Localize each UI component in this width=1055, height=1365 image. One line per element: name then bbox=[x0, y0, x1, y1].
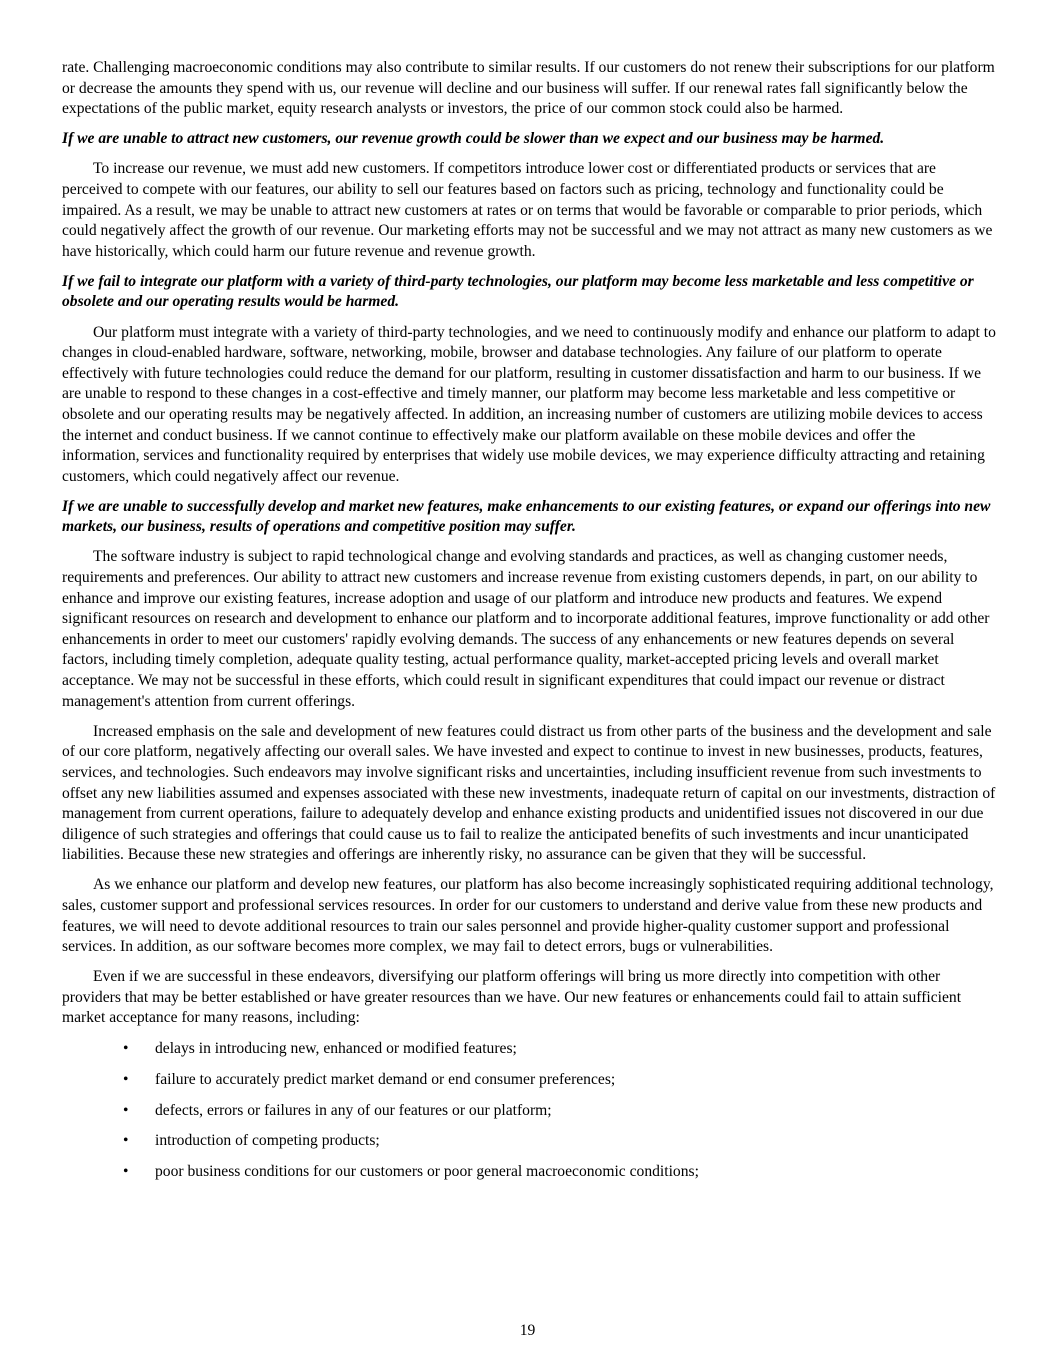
document-page bbox=[62, 58, 996, 1193]
bullet-icon: • bbox=[123, 1132, 129, 1150]
bullet-text: failure to accurately predict market demand or end consumer preferences; bbox=[155, 1070, 616, 1088]
paragraph-software-industry: The software industry is subject to rapid technological change and evolving standards and practices, as well as changing customer needs, requirements and preferences. Our ability to attract new customers and increase revenue from existing customers depends, in part, on our ability to enhance and improve our existing features, increase adoption and usage of our platform and introduce new products and features. We expend significant resources on research and development to enhance our platform and to incorporate additional features, improve functionality or add other enhancements in order to meet our customers' rapidly evolving demands. The success of any enhancements or new features depends on several factors, including timely completion, adequate quality testing, actual performance quality, market-accepted pricing levels and overall market acceptance. We may not be successful in these efforts, which could result in significant expenditures that could impact our revenue or distract management's attention from current offerings. bbox=[62, 548, 990, 710]
bullet-text: defects, errors or failures in any of our features or our platform; bbox=[155, 1101, 552, 1119]
bullet-icon: • bbox=[123, 1163, 129, 1181]
bullet-item bbox=[62, 1070, 996, 1091]
paragraph-continued-renewal-rates: rate. Challenging macroeconomic conditions may also contribute to similar results. If our customers do not renew their subscriptions for our platform or decrease the amounts they spend with us, our revenue will decline and our business will suffer. If our renewal rates fall significantly below the expectations of the public market, equity research analysts or investors, the price of our common stock could also be harmed. bbox=[62, 59, 995, 118]
risk-heading-third-party-integration: If we fail to integrate our platform with a variety of third-party technologies, our platform may become less marketable and less competitive or obsolete and our operating results would be harmed. bbox=[62, 272, 974, 311]
bullet-item bbox=[62, 1039, 996, 1060]
bullet-text: introduction of competing products; bbox=[155, 1132, 380, 1150]
paragraph-increase-revenue: To increase our revenue, we must add new customers. If competitors introduce lower cost or differentiated products or services that are perceived to compete with our features, our ability to sell our features based on factors such as pricing, technology and functionality could be impaired. As a result, we may be unable to attract new customers at rates or on terms that would be favorable or comparable to prior periods, which could negatively affect the growth of our revenue. Our marketing efforts may not be successful and we may not attract as many new customers as we have historically, which could harm our future revenue and revenue growth. bbox=[62, 160, 993, 260]
paragraph-enhance-platform: As we enhance our platform and develop new features, our platform has also become increasingly sophisticated requiring additional technology, sales, customer support and professional services resources. In order for our customers to understand and derive value from these new products and features, we will need to devote additional resources to train our sales personnel and provide higher-quality customer support and professional services. In addition, as our software becomes more complex, we may fail to detect errors, bugs or vulnerabilities. bbox=[62, 876, 994, 956]
paragraph-platform-integration: Our platform must integrate with a variety of third-party technologies, and we need to continuously modify and enhance our platform to adapt to changes in cloud-enabled hardware, software, networking, mobile, browser and database technologies. Any failure of our platform to operate effectively with future technologies could reduce the demand for our platform, resulting in customer dissatisfaction and harm to our business. If we are unable to respond to these changes in a cost-effective and timely manner, our platform may become less marketable and less competitive or obsolete and our operating results may be negatively affected. In addition, an increasing number of customers are utilizing mobile devices to access the internet and conduct business. If we cannot continue to effectively make our platform available on these mobile devices and offer the information, services and functionality required by enterprises that widely use mobile devices, we may experience difficulty attracting and retaining customers, which could negatively affect our revenue. bbox=[62, 323, 996, 485]
paragraph-increased-emphasis: Increased emphasis on the sale and development of new features could distract us from other parts of the business and the development and sale of our core platform, negatively affecting our overall sales. We have invested and expect to continue to invest in new businesses, products, features, services, and technologies. Such endeavors may involve significant risks and uncertainties, including insufficient revenue from such investments to offset any new liabilities assumed and expenses associated with these new investments, inadequate return of capital on our investments, distraction of management from current operations, failure to adequately develop and enhance existing products and unidentified issues not discovered in our due diligence of such strategies and offerings that could cause us to fail to realize the anticipated benefits of such investments and incur unanticipated liabilities. Because these new strategies and offerings are inherently risky, no assurance can be given that they will be successful. bbox=[62, 722, 996, 864]
risk-heading-new-features: If we are unable to successfully develop and market new features, make enhancements to our existing features, or expand our offerings into new markets, our business, results of operations and competitive position may suffer. bbox=[62, 497, 991, 536]
bullet-text: poor business conditions for our customers or poor general macroeconomic conditions; bbox=[155, 1163, 699, 1181]
risk-heading-attract-customers: If we are unable to attract new customers, our revenue growth could be slower than we expect and our business may be harmed. bbox=[62, 130, 885, 148]
bullet-icon: • bbox=[123, 1070, 129, 1088]
page-number: 19 bbox=[519, 1322, 536, 1339]
bullet-item bbox=[62, 1101, 996, 1122]
bullet-item bbox=[62, 1162, 996, 1183]
bullet-icon: • bbox=[123, 1101, 129, 1119]
bullet-item bbox=[62, 1131, 996, 1152]
bullet-text: delays in introducing new, enhanced or modified features; bbox=[155, 1039, 517, 1057]
paragraph-diversifying-offerings: Even if we are successful in these endeavors, diversifying our platform offerings will bring us more directly into competition with other providers that may be better established or have greater resources than we have. Our new features or enhancements could fail to attain sufficient market acceptance for many reasons, including: bbox=[62, 968, 962, 1027]
reasons-bullet-list bbox=[62, 1039, 996, 1184]
bullet-icon: • bbox=[123, 1039, 129, 1057]
